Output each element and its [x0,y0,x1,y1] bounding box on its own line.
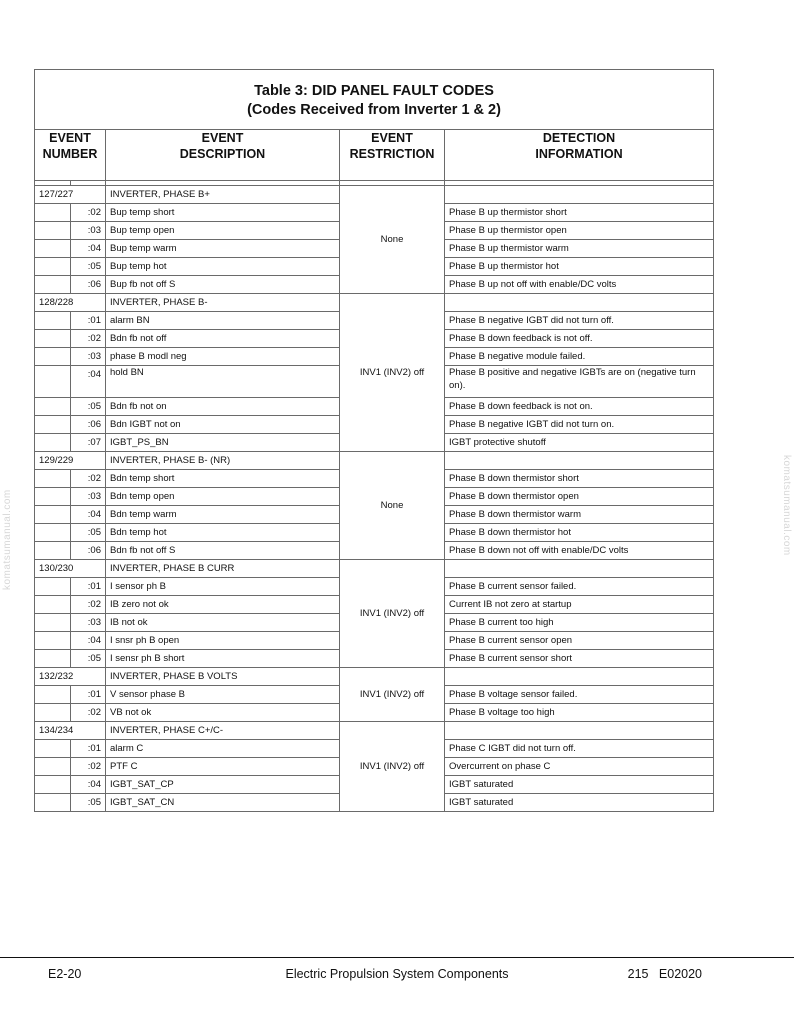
indent-cell [35,614,71,632]
sub-code: :05 [71,524,106,542]
event-code: 130/230 [35,560,106,578]
detection-info-empty [445,452,714,470]
detection-info-empty [445,186,714,204]
group-header-row [35,186,714,204]
header-text: EVENT [49,131,91,145]
sub-code: :04 [71,240,106,258]
detection-information: Phase B up thermistor open [445,222,714,240]
detection-information: Phase B down not off with enable/DC volts [445,542,714,560]
event-description: Bdn fb not off [106,330,340,348]
sub-code: :01 [71,312,106,330]
event-description: IB not ok [106,614,340,632]
detection-information: Overcurrent on phase C [445,758,714,776]
header-text: RESTRICTION [349,147,435,161]
indent-cell [35,542,71,560]
watermark-left: komatsumanual.com [2,489,13,590]
indent-cell [35,650,71,668]
header-text: EVENT [371,131,413,145]
event-description: alarm C [106,740,340,758]
detection-info-empty [445,294,714,312]
group-header-row [35,722,714,740]
footer-rule [0,957,794,958]
event-group-description: INVERTER, PHASE B+ [106,186,340,204]
indent-cell [35,488,71,506]
sub-code: :05 [71,398,106,416]
event-restriction: INV1 (INV2) off [340,668,445,722]
event-code: 127/227 [35,186,106,204]
detection-information: Phase B down thermistor warm [445,506,714,524]
detection-information: Phase B down thermistor open [445,488,714,506]
sub-code: :05 [71,794,106,812]
group-header-row [35,560,714,578]
event-description: Bdn fb not on [106,398,340,416]
sub-code: :02 [71,470,106,488]
event-description: Bup temp hot [106,258,340,276]
detection-information: Phase C IGBT did not turn off. [445,740,714,758]
footer-doc-number: 215 E02020 [627,967,702,981]
sub-code: :04 [71,776,106,794]
event-description: Bup fb not off S [106,276,340,294]
indent-cell [35,330,71,348]
detection-information: Phase B negative module failed. [445,348,714,366]
detection-information: Phase B voltage too high [445,704,714,722]
table-title [35,70,714,130]
table-title-row [35,70,714,130]
event-restriction: None [340,186,445,294]
indent-cell [35,740,71,758]
event-restriction: INV1 (INV2) off [340,294,445,452]
indent-cell [35,470,71,488]
event-description: Bdn temp warm [106,506,340,524]
event-description: IGBT_PS_BN [106,434,340,452]
sub-code: :02 [71,758,106,776]
detection-information: Phase B up thermistor hot [445,258,714,276]
detection-information: Phase B current sensor short [445,650,714,668]
event-restriction: INV1 (INV2) off [340,722,445,812]
event-description: IB zero not ok [106,596,340,614]
sub-code: :01 [71,578,106,596]
header-text: NUMBER [42,147,98,161]
event-description: I sensor ph B [106,578,340,596]
group-header-row [35,294,714,312]
header-detection-information [445,130,714,181]
sub-code: :04 [71,506,106,524]
sub-code: :04 [71,632,106,650]
sub-code: :03 [71,614,106,632]
detection-info-empty [445,560,714,578]
event-description: I snsr ph B open [106,632,340,650]
indent-cell [35,348,71,366]
indent-cell [35,776,71,794]
indent-cell [35,758,71,776]
sub-code: :02 [71,330,106,348]
detection-information: IGBT protective shutoff [445,434,714,452]
event-description: Bup temp short [106,204,340,222]
event-group-description: INVERTER, PHASE B VOLTS [106,668,340,686]
event-group-description: INVERTER, PHASE C+/C- [106,722,340,740]
sub-code: :03 [71,222,106,240]
event-code: 134/234 [35,722,106,740]
table-title-line-2: (Codes Received from Inverter 1 & 2) [247,101,501,118]
sub-code: :07 [71,434,106,452]
indent-cell [35,704,71,722]
group-header-row [35,452,714,470]
detection-info-empty [445,668,714,686]
event-group-description: INVERTER, PHASE B- (NR) [106,452,340,470]
indent-cell [35,524,71,542]
event-description: Bdn fb not off S [106,542,340,560]
indent-cell [35,398,71,416]
event-group-description: INVERTER, PHASE B CURR [106,560,340,578]
sub-code: :02 [71,596,106,614]
event-description: VB not ok [106,704,340,722]
sub-code: :05 [71,258,106,276]
detection-information: Phase B current sensor failed. [445,578,714,596]
header-text: EVENT [201,131,244,145]
indent-cell [35,686,71,704]
indent-cell [35,276,71,294]
sub-code: :06 [71,416,106,434]
indent-cell [35,434,71,452]
event-description: Bdn temp hot [106,524,340,542]
header-event-restriction [340,130,445,181]
detection-information: Phase B down feedback is not off. [445,330,714,348]
indent-cell [35,258,71,276]
indent-cell [35,506,71,524]
event-description: hold BN [106,366,340,398]
header-text: INFORMATION [535,147,623,161]
detection-information: Phase B down thermistor hot [445,524,714,542]
event-restriction: INV1 (INV2) off [340,560,445,668]
sub-code: :03 [71,488,106,506]
sub-code: :02 [71,204,106,222]
detection-information: IGBT saturated [445,776,714,794]
footer-section-title: Electric Propulsion System Components [285,967,509,981]
event-description: Bup temp warm [106,240,340,258]
detection-information: Phase B up thermistor short [445,204,714,222]
detection-information: Phase B up thermistor warm [445,240,714,258]
table-header-row [35,130,714,181]
group-header-row [35,668,714,686]
sub-code: :06 [71,276,106,294]
detection-information: Phase B negative IGBT did not turn off. [445,312,714,330]
detection-information: Phase B down thermistor short [445,470,714,488]
detection-information: Phase B voltage sensor failed. [445,686,714,704]
event-group-description: INVERTER, PHASE B- [106,294,340,312]
indent-cell [35,240,71,258]
table-title-line-1: Table 3: DID PANEL FAULT CODES [254,82,494,99]
sub-code: :01 [71,686,106,704]
event-code: 132/232 [35,668,106,686]
event-description: Bdn temp short [106,470,340,488]
fault-codes-table [34,69,714,812]
event-description: IGBT_SAT_CN [106,794,340,812]
detection-information: Phase B positive and negative IGBTs are on (negative turn on). [445,366,714,398]
header-text: DESCRIPTION [179,147,266,161]
sub-code: :01 [71,740,106,758]
indent-cell [35,578,71,596]
watermark-right: komatsumanual.com [781,455,792,556]
event-description: alarm BN [106,312,340,330]
detection-information: Phase B current too high [445,614,714,632]
event-code: 129/229 [35,452,106,470]
sub-code: :06 [71,542,106,560]
event-description: Bup temp open [106,222,340,240]
detection-information: Phase B current sensor open [445,632,714,650]
indent-cell [35,596,71,614]
event-description: IGBT_SAT_CP [106,776,340,794]
indent-cell [35,312,71,330]
sub-code: :05 [71,650,106,668]
event-description: Bdn temp open [106,488,340,506]
footer-page-ref: E2-20 [48,967,82,981]
indent-cell [35,416,71,434]
event-description: Bdn IGBT not on [106,416,340,434]
indent-cell [35,204,71,222]
header-event-description [106,130,340,181]
event-description: phase B modl neg [106,348,340,366]
detection-information: Phase B negative IGBT did not turn on. [445,416,714,434]
detection-information: Current IB not zero at startup [445,596,714,614]
detection-information: IGBT saturated [445,794,714,812]
header-event-number [35,130,106,181]
header-text: DETECTION [542,131,616,145]
event-restriction: None [340,452,445,560]
detection-information: Phase B up not off with enable/DC volts [445,276,714,294]
sub-code: :02 [71,704,106,722]
detection-information: Phase B down feedback is not on. [445,398,714,416]
event-description: V sensor phase B [106,686,340,704]
indent-cell [35,222,71,240]
indent-cell [35,794,71,812]
detection-info-empty [445,722,714,740]
event-description: I sensr ph B short [106,650,340,668]
sub-code: :04 [71,366,106,398]
event-description: PTF C [106,758,340,776]
sub-code: :03 [71,348,106,366]
indent-cell [35,366,71,398]
event-code: 128/228 [35,294,106,312]
indent-cell [35,632,71,650]
